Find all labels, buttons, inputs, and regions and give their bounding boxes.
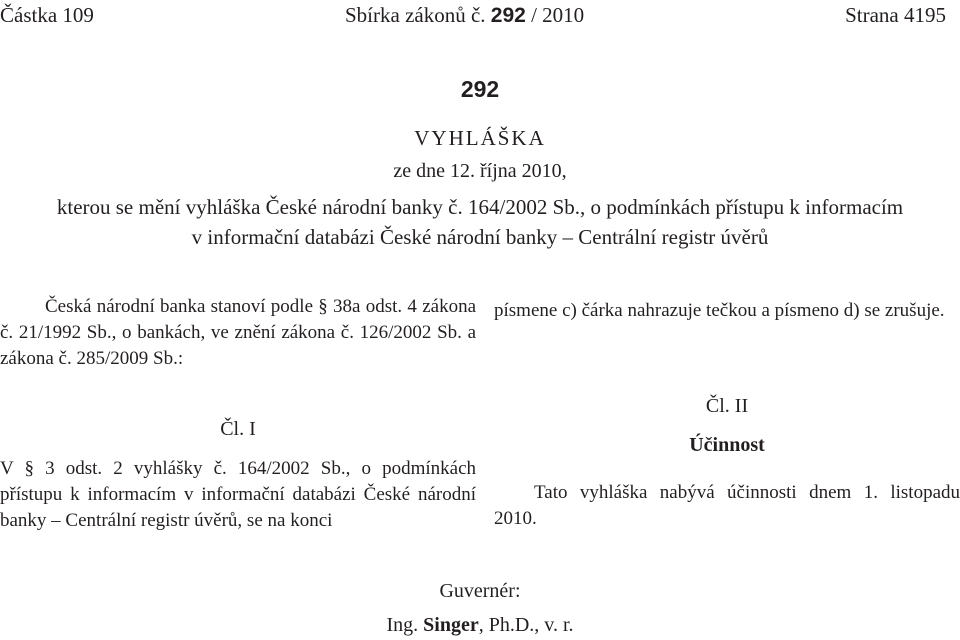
article-1-text: V § 3 odst. 2 vyhlášky č. 164/2002 Sb., o podmínkách přístupu k informacím v informační databázi České národní banky – Centrální registr úvěrů, se na konci [0, 458, 476, 531]
signature-name [0, 612, 960, 638]
header-collection-suffix: / 2010 [531, 3, 585, 27]
article-1-continuation: písmene c) čárka nahrazuje tečkou a písmeno d) se zrušuje. [494, 300, 945, 321]
article-2-subheading: Účinnost [689, 434, 765, 456]
article-2-text: Tato vyhláška nabývá účinnosti dnem 1. listopadu 2010. [494, 482, 960, 529]
signature-title-prefix: Ing. [386, 614, 419, 636]
signature-surname: Singer [423, 614, 479, 636]
document-type: VYHLÁŠKA [414, 126, 546, 150]
article-1-heading: Čl. I [220, 418, 256, 440]
article-2-heading: Čl. II [705, 395, 749, 417]
document-title-line-1: kterou se mění vyhláška České národní banky č. 164/2002 Sb., o podmínkách přístupu k informacím [56, 195, 904, 219]
header-collection-prefix: Sbírka zákonů č. [345, 3, 486, 27]
document-date: ze dne 12. října 2010, [393, 160, 567, 182]
header-collection-number: 292 [490, 4, 526, 27]
preamble-paragraph: Česká národní banka stanoví podle § 38a odst. 4 zákona č. 21/1992 Sb., o bankách, ve znění zákona č. 126/2002 Sb. a zákona č. 285/2009 Sb.: [0, 296, 476, 369]
header-collection [345, 2, 584, 29]
header-page-number: Strana 4195 [845, 3, 946, 27]
signature-suffix: , Ph.D., v. r. [478, 614, 574, 636]
signature-label: Guvernér: [439, 580, 521, 602]
document-title [0, 192, 960, 252]
header-part: Částka 109 [0, 3, 94, 27]
document-number: 292 [460, 76, 500, 102]
document-title-line-2: v informační databázi České národní banky – Centrální registr úvěrů [191, 225, 769, 249]
